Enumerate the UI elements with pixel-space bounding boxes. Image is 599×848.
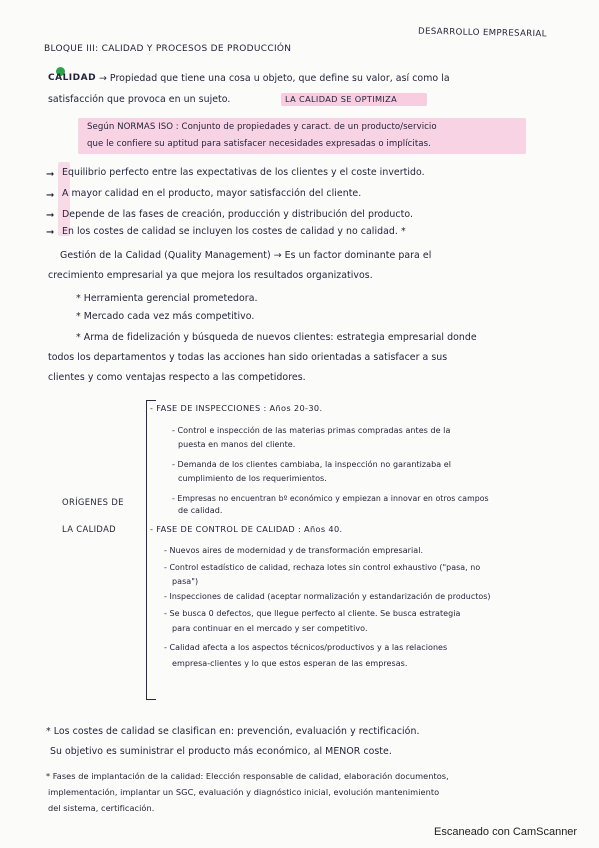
gestion-line-1: Gestión de la Calidad (Quality Management) → Es un factor dominante para el	[60, 250, 432, 261]
iso-line-1: Según NORMAS ISO : Conjunto de propiedades y caract. de un producto/servicio	[87, 122, 437, 132]
origins-brace	[146, 400, 147, 700]
iso-line-2: que le confiere su aptitud para satisfacer necesidades expresadas o implícitas.	[87, 139, 431, 149]
phase-2-line: para continuar en el mercado y ser competitivo.	[172, 624, 368, 633]
definition-line-2: satisfacción que provoca en un sujeto.	[48, 94, 231, 105]
arrow-icon: ➞	[46, 210, 55, 221]
arrow-markers	[46, 165, 54, 243]
phase-2-line: - Control estadístico de calidad, rechaza lotes sin control exhaustivo ("pasa, no	[164, 563, 481, 572]
subject-title: DESARROLLO EMPRESARIAL	[417, 26, 547, 40]
phase-2-line: - Nuevos aires de modernidad y de transformación empresarial.	[164, 546, 424, 555]
note-line-2: Su objetivo es suministrar el producto más económico, al MENOR coste.	[50, 746, 392, 757]
gestion-bullet-3: * Arma de fidelización y búsqueda de nuevos clientes: estrategia empresarial donde	[76, 332, 477, 343]
phase-1-line: cumplimiento de los requerimientos.	[178, 474, 327, 483]
origins-brace-tick-bottom	[146, 699, 156, 700]
phase-1-line: - Control e inspección de las materias primas compradas antes de la	[172, 426, 451, 435]
phase-2-line: empresa-clientes y lo que estos esperan de las empresas.	[172, 659, 408, 668]
phase-1-line: - Demanda de los clientes cambiaba, la inspección no garantizaba el	[172, 460, 452, 469]
arrow-icon: ➞	[46, 189, 55, 201]
definition-highlight-text: LA CALIDAD SE OPTIMIZA	[285, 94, 398, 104]
definition-term: CALIDAD	[48, 73, 97, 83]
phase-2-line: - Inspecciones de calidad (aceptar normalización y estandarización de productos)	[164, 592, 491, 601]
note-line-3: * Fases de implantación de la calidad: Elección responsable de calidad, elaboración documentos,	[46, 771, 449, 781]
phase-2-line: - Calidad afecta a los aspectos técnicos/productivos y a las relaciones	[164, 643, 448, 652]
gestion-continuation-2: clientes y como ventajas respecto a las competidores.	[48, 372, 306, 383]
phase-2-line: - Se busca 0 defectos, que llegue perfecto al cliente. Se busca estrategia	[164, 609, 461, 618]
gestion-line-2: crecimiento empresarial ya que mejora los resultados organizativos.	[48, 270, 373, 281]
phase-1-line: - Empresas no encuentran bº económico y empiezan a innovar en otros campos	[172, 494, 489, 503]
phase-2-line: pasa")	[172, 577, 199, 586]
gestion-bullet-1: * Herramienta gerencial prometedora.	[76, 293, 258, 304]
phase-1-line: puesta en manos del cliente.	[178, 440, 296, 449]
phase-2-title: - FASE DE CONTROL DE CALIDAD : Años 40.	[150, 524, 343, 534]
definition-line-1: → Propiedad que tiene una cosa u objeto, que define su valor, así como la	[99, 73, 450, 84]
note-line-4: implementación, implantar un SGC, evaluación y diagnóstico inicial, evolución mantenimiento	[48, 787, 440, 797]
arrow-point-2: A mayor calidad en el producto, mayor satisfacción del cliente.	[62, 188, 362, 199]
note-line-1: * Los costes de calidad se clasifican en: prevención, evaluación y rectificación.	[46, 726, 420, 737]
scanner-watermark: Escaneado con CamScanner	[434, 826, 578, 838]
arrow-point-3: Depende de las fases de creación, producción y distribución del producto.	[62, 209, 414, 220]
origins-label-1: ORÍGENES DE	[62, 497, 124, 507]
arrow-icon: ➞	[46, 169, 55, 180]
gestion-continuation-1: todos los departamentos y todas las acciones han sido orientadas a satisfacer a sus	[48, 352, 448, 363]
gestion-bullet-2: * Mercado cada vez más competitivo.	[76, 311, 255, 322]
arrow-point-1: Equilibrio perfecto entre las expectativas de los clientes y el coste invertido.	[62, 167, 425, 178]
origins-label-2: LA CALIDAD	[62, 524, 116, 534]
arrow-point-4: En los costes de calidad se incluyen los costes de calidad y no calidad. *	[62, 226, 406, 237]
phase-1-line: de calidad.	[178, 506, 223, 515]
arrow-icon: ➞	[46, 226, 55, 238]
origins-brace-tick-top	[146, 400, 156, 401]
unit-title: BLOQUE III: CALIDAD Y PROCESOS DE PRODUCCIÓN	[44, 44, 292, 54]
phase-1-title: - FASE DE INSPECCIONES : Años 20-30.	[150, 403, 323, 413]
note-line-5: del sistema, certificación.	[48, 803, 155, 813]
